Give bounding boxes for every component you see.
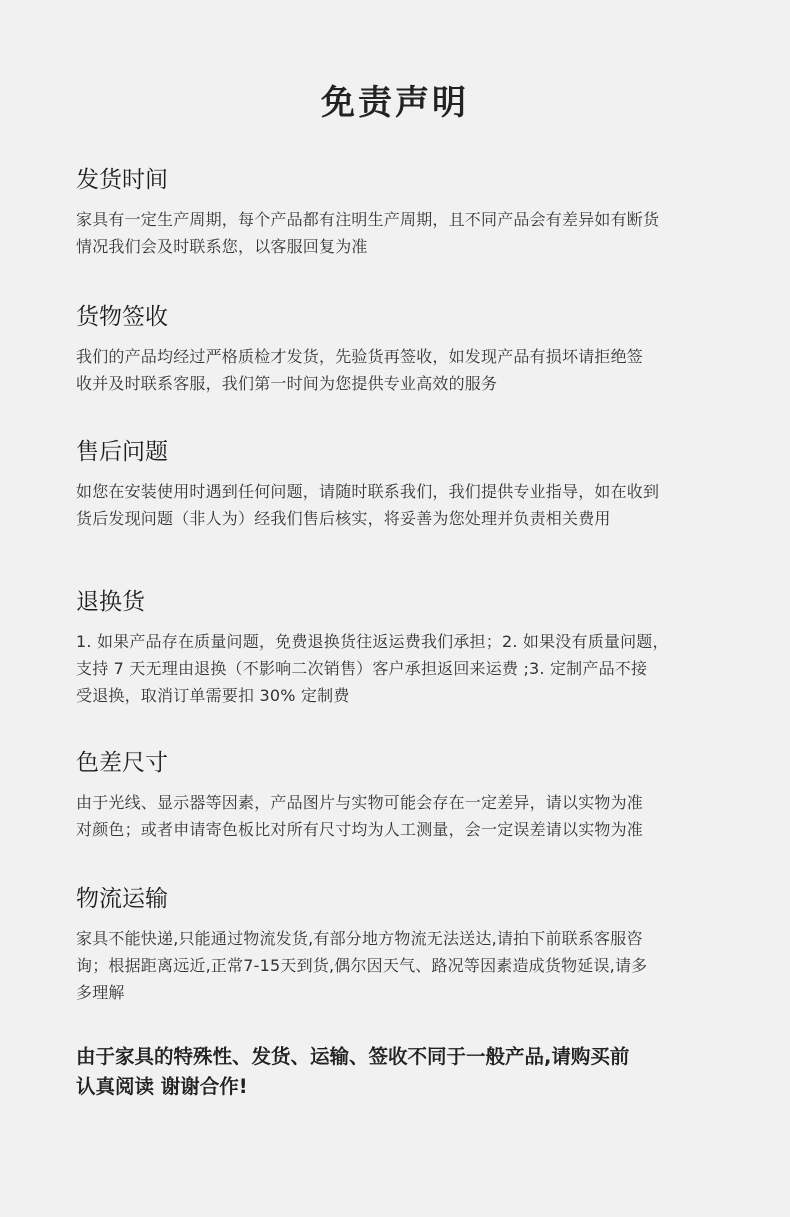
- section-heading: 货物签收: [76, 304, 168, 330]
- section-heading: 售后问题: [76, 439, 168, 465]
- page-title: 免责声明: [321, 83, 469, 123]
- section-color-size: [76, 747, 726, 843]
- section-heading: 退换货: [76, 589, 145, 615]
- section-heading: 物流运输: [76, 886, 168, 912]
- section-body: 由于光线、显示器等因素，产品图片与实物可能会存在一定差异，请以实物为准 对颜色；或者申请寄色板比对所有尺寸均为人工测量，会一定误差请以实物为准: [76, 793, 644, 839]
- section-body: 1. 如果产品存在质量问题，免费退换货往返运费我们承担；2. 如果没有质量问题， 支持 7 天无理由退换（不影响二次销售）客户承担返回来运费 ;3. 定制产品不接 受退换，取消订单需要扣 30% 定制费: [76, 632, 669, 705]
- section-heading: 色差尺寸: [76, 750, 168, 776]
- section-body: 家具有一定生产周期，每个产品都有注明生产周期，且不同产品会有差异如有断货 情况我们会及时联系您，以客服回复为准: [76, 210, 660, 256]
- section-body: 如您在安装使用时遇到任何问题，请随时联系我们，我们提供专业指导，如在收到 货后发现问题（非人为）经我们售后核实，将妥善为您处理并负责相关费用: [76, 482, 660, 528]
- section-body: 家具不能快递,只能通过物流发货,有部分地方物流无法送达,请拍下前联系客服咨 询；根据距离远近,正常7-15天到货,偶尔因天气、路况等因素造成货物延误,请多 多理解: [76, 929, 648, 1002]
- section-logistics: [76, 883, 726, 1006]
- section-body: 我们的产品均经过严格质检才发货，先验货再签收，如发现产品有损坏请拒绝签 收并及时联系客服，我们第一时间为您提供专业高效的服务: [76, 347, 644, 393]
- section-shipping-time: [76, 164, 726, 260]
- closing-note: 由于家具的特殊性、发货、运输、签收不同于一般产品,请购买前 认真阅读 谢谢合作!: [76, 1045, 630, 1098]
- section-after-sales: [76, 436, 726, 532]
- section-returns: [76, 586, 726, 709]
- section-heading: 发货时间: [76, 167, 168, 193]
- section-goods-receipt: [76, 301, 726, 397]
